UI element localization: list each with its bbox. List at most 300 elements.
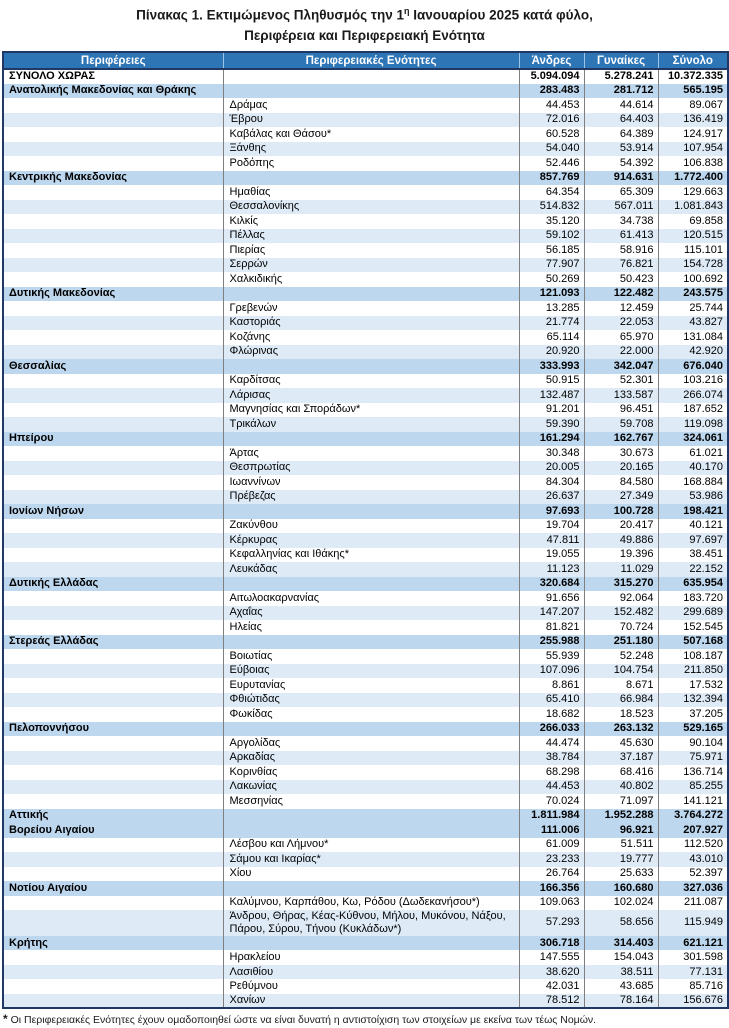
men-cell: 266.033 (519, 722, 584, 737)
region-cell (3, 606, 223, 621)
table-row (3, 200, 728, 215)
region-cell (3, 591, 223, 606)
unit-cell: Ξάνθης (223, 142, 519, 157)
region-cell (3, 272, 223, 287)
region-cell (3, 838, 223, 853)
table-row (3, 881, 728, 896)
region-cell: Νοτίου Αιγαίου (9, 881, 88, 894)
total-cell: 97.697 (658, 533, 728, 548)
women-cell: 37.187 (584, 751, 658, 766)
women-cell: 52.301 (584, 374, 658, 389)
unit-cell (223, 69, 519, 84)
table-row (3, 838, 728, 853)
women-cell: 49.886 (584, 533, 658, 548)
women-cell: 58.656 (584, 910, 658, 936)
table-row (3, 156, 728, 171)
men-cell: 59.390 (519, 417, 584, 432)
total-cell: 129.663 (658, 185, 728, 200)
region-cell: ΣΥΝΟΛΟ ΧΩΡΑΣ (9, 70, 96, 83)
region-cell (3, 316, 223, 331)
men-cell: 81.821 (519, 620, 584, 635)
unit-cell: Αχαΐας (223, 606, 519, 621)
table-row (3, 171, 728, 186)
unit-cell (223, 432, 519, 447)
title-superscript: η (403, 6, 410, 16)
women-cell: 160.680 (584, 881, 658, 896)
table-row (3, 896, 728, 911)
men-cell: 8.861 (519, 678, 584, 693)
total-cell: 152.545 (658, 620, 728, 635)
total-cell: 53.986 (658, 490, 728, 505)
unit-cell: Βοιωτίας (223, 649, 519, 664)
region-cell: Ανατολικής Μακεδονίας και Θράκης (9, 84, 197, 97)
men-cell: 13.285 (519, 301, 584, 316)
women-cell: 11.029 (584, 562, 658, 577)
table-header-row (3, 52, 728, 69)
women-cell: 53.914 (584, 142, 658, 157)
table-row (3, 417, 728, 432)
men-cell: 64.354 (519, 185, 584, 200)
women-cell: 66.984 (584, 693, 658, 708)
women-cell: 162.767 (584, 432, 658, 447)
unit-cell: Ρεθύμνου (223, 979, 519, 994)
total-cell: 621.121 (658, 936, 728, 951)
unit-cell: Φωκίδας (223, 707, 519, 722)
unit-cell: Άρτας (223, 446, 519, 461)
men-cell: 283.483 (519, 84, 584, 99)
women-cell: 34.738 (584, 214, 658, 229)
total-cell: 132.394 (658, 693, 728, 708)
total-cell: 136.419 (658, 113, 728, 128)
unit-cell: Κιλκίς (223, 214, 519, 229)
total-cell: 565.195 (658, 84, 728, 99)
men-cell: 59.102 (519, 229, 584, 244)
header-women: Γυναίκες (584, 52, 658, 69)
unit-cell: Καβάλας και Θάσου* (223, 127, 519, 142)
men-cell: 55.939 (519, 649, 584, 664)
table-row (3, 185, 728, 200)
unit-cell: Δράμας (223, 98, 519, 113)
population-table (2, 51, 729, 1009)
total-cell: 90.104 (658, 736, 728, 751)
women-cell: 45.630 (584, 736, 658, 751)
total-cell: 168.884 (658, 475, 728, 490)
table-row (3, 98, 728, 113)
unit-cell: Φλώρινας (223, 345, 519, 360)
total-cell: 52.397 (658, 867, 728, 882)
total-cell: 100.692 (658, 272, 728, 287)
table-row (3, 620, 728, 635)
region-cell (3, 461, 223, 476)
women-cell: 50.423 (584, 272, 658, 287)
unit-cell (223, 359, 519, 374)
table-row (3, 330, 728, 345)
men-cell: 147.207 (519, 606, 584, 621)
total-cell: 507.168 (658, 635, 728, 650)
table-row (3, 490, 728, 505)
table-row (3, 519, 728, 534)
women-cell: 64.403 (584, 113, 658, 128)
header-men: Άνδρες (519, 52, 584, 69)
unit-cell (223, 171, 519, 186)
women-cell: 5.278.241 (584, 69, 658, 84)
unit-cell: Πρέβεζας (223, 490, 519, 505)
region-cell (3, 185, 223, 200)
men-cell: 23.233 (519, 852, 584, 867)
region-cell (3, 98, 223, 113)
women-cell: 30.673 (584, 446, 658, 461)
men-cell: 11.123 (519, 562, 584, 577)
women-cell: 44.614 (584, 98, 658, 113)
region-cell: Ιονίων Νήσων (9, 504, 85, 517)
unit-cell: Καλύμνου, Καρπάθου, Κω, Ρόδου (Δωδεκανήσου*) (223, 896, 519, 911)
men-cell: 65.410 (519, 693, 584, 708)
men-cell: 56.185 (519, 243, 584, 258)
women-cell: 104.754 (584, 664, 658, 679)
women-cell: 76.821 (584, 258, 658, 273)
men-cell: 20.920 (519, 345, 584, 360)
unit-cell: Καστοριάς (223, 316, 519, 331)
total-cell: 324.061 (658, 432, 728, 447)
table-row (3, 950, 728, 965)
men-cell: 514.832 (519, 200, 584, 215)
region-cell (3, 678, 223, 693)
total-cell: 10.372.335 (658, 69, 728, 84)
men-cell: 91.656 (519, 591, 584, 606)
men-cell: 306.718 (519, 936, 584, 951)
unit-cell (223, 881, 519, 896)
table-body (3, 69, 728, 1008)
total-cell: 211.850 (658, 664, 728, 679)
men-cell: 52.446 (519, 156, 584, 171)
total-cell: 108.187 (658, 649, 728, 664)
region-cell (3, 388, 223, 403)
table-row (3, 345, 728, 360)
men-cell: 50.269 (519, 272, 584, 287)
women-cell: 154.043 (584, 950, 658, 965)
unit-cell (223, 809, 519, 824)
region-cell (3, 867, 223, 882)
unit-cell: Αρκαδίας (223, 751, 519, 766)
region-cell: Δυτικής Ελλάδας (9, 577, 99, 590)
men-cell: 19.055 (519, 548, 584, 563)
unit-cell: Λευκάδας (223, 562, 519, 577)
region-cell (3, 156, 223, 171)
total-cell: 43.010 (658, 852, 728, 867)
total-cell: 22.152 (658, 562, 728, 577)
region-cell (3, 896, 223, 911)
women-cell: 100.728 (584, 504, 658, 519)
total-cell: 37.205 (658, 707, 728, 722)
women-cell: 914.631 (584, 171, 658, 186)
table-row (3, 910, 728, 936)
women-cell: 12.459 (584, 301, 658, 316)
men-cell: 18.682 (519, 707, 584, 722)
region-cell (3, 403, 223, 418)
region-cell (3, 562, 223, 577)
table-header (3, 52, 728, 69)
total-cell: 40.121 (658, 519, 728, 534)
unit-cell: Χαλκιδικής (223, 272, 519, 287)
region-cell (3, 707, 223, 722)
total-cell: 38.451 (658, 548, 728, 563)
women-cell: 40.802 (584, 780, 658, 795)
table-row (3, 736, 728, 751)
region-cell (3, 664, 223, 679)
region-cell (3, 490, 223, 505)
header-regional-units: Περιφερειακές Ενότητες (223, 52, 519, 69)
women-cell: 315.270 (584, 577, 658, 592)
women-cell: 92.064 (584, 591, 658, 606)
unit-cell: Κέρκυρας (223, 533, 519, 548)
table-row (3, 272, 728, 287)
men-cell: 65.114 (519, 330, 584, 345)
men-cell: 5.094.094 (519, 69, 584, 84)
table-row (3, 432, 728, 447)
total-cell: 301.598 (658, 950, 728, 965)
table-row (3, 548, 728, 563)
region-cell: Βορείου Αιγαίου (9, 823, 95, 836)
region-cell (3, 113, 223, 128)
women-cell: 152.482 (584, 606, 658, 621)
table-row (3, 965, 728, 980)
total-cell: 85.716 (658, 979, 728, 994)
men-cell: 255.988 (519, 635, 584, 650)
men-cell: 107.096 (519, 664, 584, 679)
table-row (3, 446, 728, 461)
region-cell (3, 794, 223, 809)
women-cell: 22.053 (584, 316, 658, 331)
unit-cell: Εύβοιας (223, 664, 519, 679)
total-cell: 42.920 (658, 345, 728, 360)
region-cell: Κρήτης (9, 936, 48, 949)
table-row (3, 664, 728, 679)
unit-cell: Μαγνησίας και Σποράδων* (223, 403, 519, 418)
men-cell: 42.031 (519, 979, 584, 994)
region-cell (3, 994, 223, 1009)
unit-cell: Ηρακλείου (223, 950, 519, 965)
total-cell: 3.764.272 (658, 809, 728, 824)
table-row (3, 936, 728, 951)
region-cell (3, 649, 223, 664)
footnote-asterisk: * (3, 1012, 8, 1027)
women-cell: 19.396 (584, 548, 658, 563)
men-cell: 20.005 (519, 461, 584, 476)
table-row (3, 287, 728, 302)
region-cell (3, 548, 223, 563)
men-cell: 61.009 (519, 838, 584, 853)
men-cell: 72.016 (519, 113, 584, 128)
region-cell (3, 780, 223, 795)
men-cell: 54.040 (519, 142, 584, 157)
total-cell: 198.421 (658, 504, 728, 519)
table-row (3, 823, 728, 838)
men-cell: 91.201 (519, 403, 584, 418)
women-cell: 58.916 (584, 243, 658, 258)
table-row (3, 693, 728, 708)
region-cell (3, 519, 223, 534)
men-cell: 97.693 (519, 504, 584, 519)
total-cell: 131.084 (658, 330, 728, 345)
unit-cell: Αργολίδας (223, 736, 519, 751)
region-cell: Κεντρικής Μακεδονίας (9, 171, 128, 184)
region-cell (3, 765, 223, 780)
women-cell: 567.011 (584, 200, 658, 215)
men-cell: 47.811 (519, 533, 584, 548)
total-cell: 635.954 (658, 577, 728, 592)
unit-cell: Ιωαννίνων (223, 475, 519, 490)
total-cell: 69.858 (658, 214, 728, 229)
region-cell (3, 751, 223, 766)
region-cell (3, 214, 223, 229)
table-row (3, 113, 728, 128)
table-row (3, 809, 728, 824)
women-cell: 38.511 (584, 965, 658, 980)
men-cell: 333.993 (519, 359, 584, 374)
women-cell: 70.724 (584, 620, 658, 635)
region-cell (3, 852, 223, 867)
unit-cell (223, 722, 519, 737)
table-row (3, 649, 728, 664)
table-row (3, 403, 728, 418)
table-row (3, 722, 728, 737)
total-cell: 119.098 (658, 417, 728, 432)
men-cell: 26.637 (519, 490, 584, 505)
region-cell (3, 736, 223, 751)
men-cell: 44.453 (519, 780, 584, 795)
total-cell: 103.216 (658, 374, 728, 389)
table-row (3, 69, 728, 84)
table-row (3, 852, 728, 867)
unit-cell: Σερρών (223, 258, 519, 273)
unit-cell: Θεσπρωτίας (223, 461, 519, 476)
unit-cell: Ζακύνθου (223, 519, 519, 534)
region-cell (3, 142, 223, 157)
total-cell: 106.838 (658, 156, 728, 171)
table-row (3, 316, 728, 331)
unit-cell: Έβρου (223, 113, 519, 128)
men-cell: 77.907 (519, 258, 584, 273)
total-cell: 17.532 (658, 678, 728, 693)
footnote-text: Οι Περιφερειακές Ενότητες έχουν ομαδοποιηθεί ώστε να είναι δυνατή η αντιστοίχιση των στοιχείων με εκείνα των τέως Νομών. (10, 1014, 597, 1027)
region-cell: Πελοποννήσου (9, 722, 89, 735)
unit-cell: Λακωνίας (223, 780, 519, 795)
men-cell: 70.024 (519, 794, 584, 809)
table-row (3, 533, 728, 548)
unit-cell (223, 635, 519, 650)
total-cell: 183.720 (658, 591, 728, 606)
table-row (3, 229, 728, 244)
region-cell (3, 417, 223, 432)
women-cell: 54.392 (584, 156, 658, 171)
men-cell: 161.294 (519, 432, 584, 447)
women-cell: 68.416 (584, 765, 658, 780)
unit-cell: Φθιώτιδας (223, 693, 519, 708)
men-cell: 1.811.984 (519, 809, 584, 824)
region-cell (3, 345, 223, 360)
region-cell (3, 965, 223, 980)
table-row (3, 606, 728, 621)
table-row (3, 635, 728, 650)
table-row (3, 794, 728, 809)
total-cell: 107.954 (658, 142, 728, 157)
region-cell: Θεσσαλίας (9, 359, 67, 372)
total-cell: 61.021 (658, 446, 728, 461)
table-row (3, 678, 728, 693)
unit-cell: Πιερίας (223, 243, 519, 258)
men-cell: 26.764 (519, 867, 584, 882)
men-cell: 68.298 (519, 765, 584, 780)
region-cell (3, 229, 223, 244)
men-cell: 35.120 (519, 214, 584, 229)
women-cell: 19.777 (584, 852, 658, 867)
men-cell: 147.555 (519, 950, 584, 965)
region-cell (3, 979, 223, 994)
women-cell: 52.248 (584, 649, 658, 664)
total-cell: 156.676 (658, 994, 728, 1009)
table-row (3, 994, 728, 1009)
unit-cell: Ευρυτανίας (223, 678, 519, 693)
table-row (3, 127, 728, 142)
region-cell (3, 200, 223, 215)
total-cell: 1.772.400 (658, 171, 728, 186)
page-subtitle: Περιφέρεια και Περιφερειακή Ενότητα (244, 27, 485, 43)
men-cell: 38.784 (519, 751, 584, 766)
women-cell: 18.523 (584, 707, 658, 722)
region-cell (3, 374, 223, 389)
title-block (2, 3, 727, 46)
women-cell: 8.671 (584, 678, 658, 693)
women-cell: 96.921 (584, 823, 658, 838)
women-cell: 314.403 (584, 936, 658, 951)
unit-cell: Γρεβενών (223, 301, 519, 316)
total-cell: 112.520 (658, 838, 728, 853)
page-title (2, 5, 727, 26)
total-cell: 187.652 (658, 403, 728, 418)
unit-cell: Κεφαλληνίας και Ιθάκης* (223, 548, 519, 563)
region-cell: Ηπείρου (9, 432, 54, 445)
title-text-suffix: Ιανουαρίου 2025 κατά φύλο, (409, 7, 593, 23)
women-cell: 96.451 (584, 403, 658, 418)
men-cell: 109.063 (519, 896, 584, 911)
region-cell (3, 301, 223, 316)
unit-cell: Κοζάνης (223, 330, 519, 345)
men-cell: 21.774 (519, 316, 584, 331)
total-cell: 141.121 (658, 794, 728, 809)
men-cell: 121.093 (519, 287, 584, 302)
table-row (3, 374, 728, 389)
men-cell: 111.006 (519, 823, 584, 838)
women-cell: 61.413 (584, 229, 658, 244)
women-cell: 22.000 (584, 345, 658, 360)
table-row (3, 867, 728, 882)
unit-cell (223, 936, 519, 951)
men-cell: 44.474 (519, 736, 584, 751)
unit-cell: Ροδόπης (223, 156, 519, 171)
total-cell: 266.074 (658, 388, 728, 403)
unit-cell (223, 84, 519, 99)
men-cell: 857.769 (519, 171, 584, 186)
unit-cell: Λασιθίου (223, 965, 519, 980)
men-cell: 44.453 (519, 98, 584, 113)
table-row (3, 475, 728, 490)
men-cell: 57.293 (519, 910, 584, 936)
table-row (3, 461, 728, 476)
table-row (3, 359, 728, 374)
unit-cell: Άνδρου, Θήρας, Κέας-Κύθνου, Μήλου, Μυκόνου, Νάξου, Πάρου, Σύρου, Τήνου (Κυκλάδων*) (223, 910, 519, 936)
region-cell (3, 127, 223, 142)
unit-cell (223, 823, 519, 838)
